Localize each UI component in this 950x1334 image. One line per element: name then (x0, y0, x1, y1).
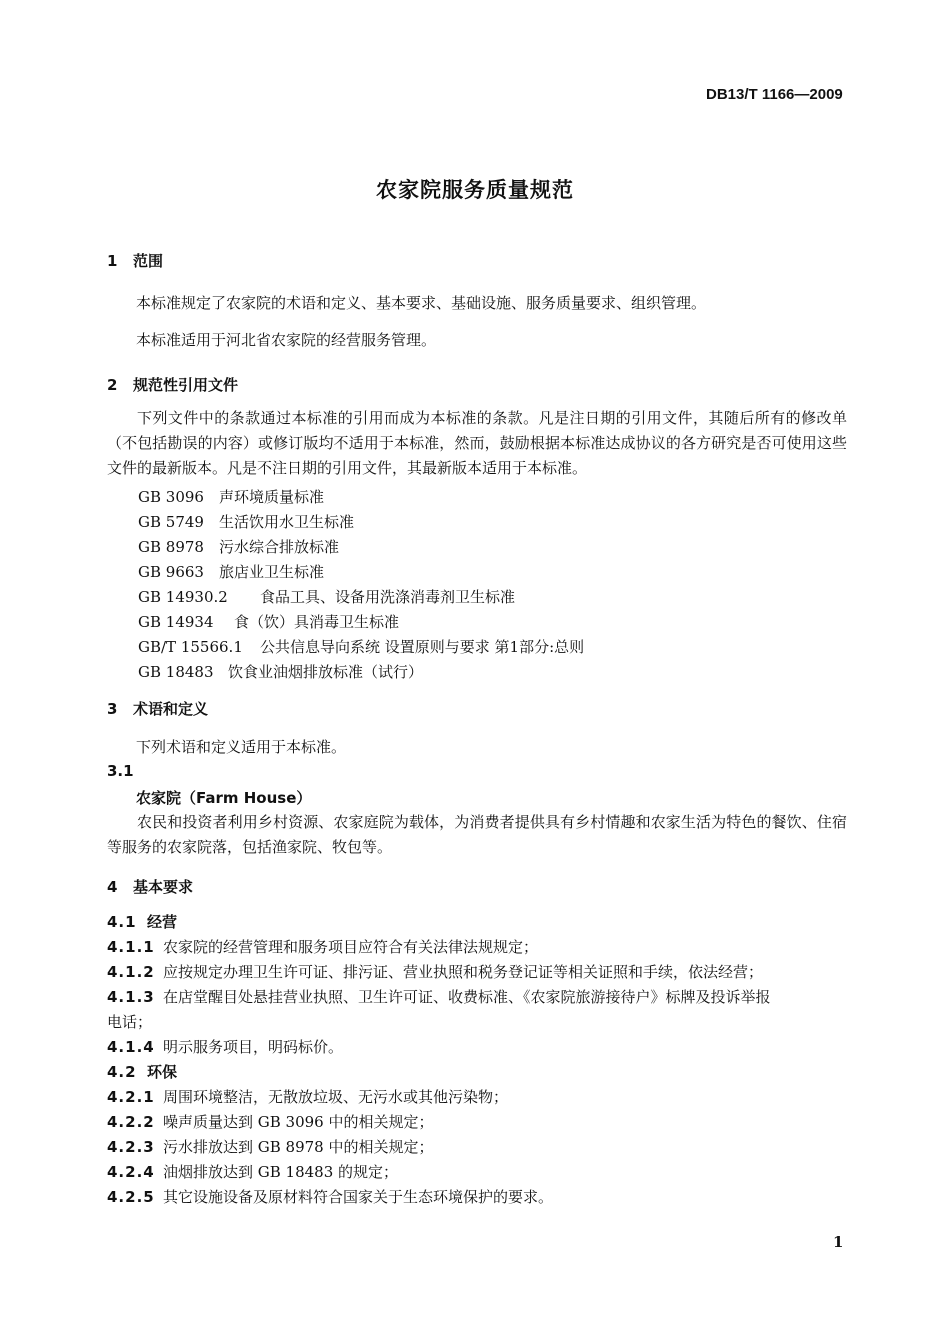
clause-continuation: 电话； (107, 1013, 153, 1031)
reference-title: 污水综合排放标准 (219, 538, 340, 556)
clause-text: 在店堂醒目处悬挂营业执照、卫生许可证、收费标准、《农家院旅游接待户》标牌及投诉举报 (163, 988, 771, 1006)
section-title: 基本要求 (133, 878, 194, 896)
subsection-4-1-heading (107, 911, 177, 932)
section-title: 规范性引用文件 (133, 376, 239, 394)
reference-code: GB/T 15566.1 (138, 638, 243, 656)
section-4-heading (107, 876, 193, 897)
clause-number: 4.2.5 (107, 1188, 155, 1206)
clause-item (107, 1036, 343, 1057)
clause-item (107, 936, 538, 957)
reference-title: 饮食业油烟排放标准（试行） (228, 663, 424, 681)
section-number: 3 (107, 700, 118, 718)
section-title: 术语和定义 (133, 700, 209, 718)
standard-code: DB13/T 1166—2009 (706, 86, 843, 103)
clause-item (107, 961, 763, 982)
section-1-paragraph-1: 本标准规定了农家院的术语和定义、基本要求、基础设施、服务质量要求、组织管理。 (136, 294, 707, 312)
reference-title: 食品工具、设备用洗涤消毒剂卫生标准 (260, 588, 516, 606)
section-number: 1 (107, 252, 118, 270)
reference-title: 食（饮）具消毒卫生标准 (234, 613, 400, 631)
section-1-heading (107, 250, 163, 271)
clause-item (107, 1111, 434, 1132)
clause-number: 4.1.3 (107, 988, 155, 1006)
section-3-heading (107, 698, 208, 719)
clause-number: 4.2.4 (107, 1163, 155, 1181)
subsection-title: 经营 (147, 913, 178, 931)
clause-number: 4.1.4 (107, 1038, 155, 1056)
reference-code: GB 8978 (138, 538, 204, 556)
reference-item (138, 661, 423, 682)
section-1-paragraph-2: 本标准适用于河北省农家院的经营服务管理。 (136, 331, 437, 349)
page-number: 1 (833, 1233, 844, 1251)
subsection-4-2-heading (107, 1061, 177, 1082)
clause-text: 其它设施设备及原材料符合国家关于生态环境保护的要求。 (163, 1188, 554, 1206)
reference-title: 旅店业卫生标准 (219, 563, 325, 581)
clause-text: 噪声质量达到 GB 3096 中的相关规定； (163, 1113, 434, 1131)
reference-code: GB 5749 (138, 513, 204, 531)
subsection-number: 4.1 (107, 913, 137, 931)
clause-text: 应按规定办理卫生许可证、排污证、营业执照和税务登记证等相关证照和手续，依法经营； (163, 963, 764, 981)
clause-text: 周围环境整洁，无散放垃圾、无污水或其他污染物； (163, 1088, 509, 1106)
reference-code: GB 18483 (138, 663, 214, 681)
document-title: 农家院服务质量规范 (376, 178, 574, 202)
reference-item (138, 611, 399, 632)
clause-number: 4.2.1 (107, 1088, 155, 1106)
reference-item (138, 561, 324, 582)
reference-item (138, 536, 339, 557)
reference-item (138, 511, 354, 532)
clause-item (107, 1086, 508, 1107)
reference-code: GB 9663 (138, 563, 204, 581)
term-name: 农家院（Farm House） (136, 789, 312, 807)
clause-text: 油烟排放达到 GB 18483 的规定； (163, 1163, 399, 1181)
clause-number: 4.1.2 (107, 963, 155, 981)
reference-title: 声环境质量标准 (219, 488, 325, 506)
subsection-title: 环保 (147, 1063, 178, 1081)
clause-item (107, 1161, 398, 1182)
term-number: 3.1 (107, 762, 134, 780)
section-2-heading (107, 374, 238, 395)
clause-item (107, 986, 771, 1007)
section-number: 4 (107, 878, 118, 896)
clause-number: 4.2.2 (107, 1113, 155, 1131)
reference-code: GB 14934 (138, 613, 214, 631)
clause-item (107, 1186, 553, 1207)
subsection-number: 4.2 (107, 1063, 137, 1081)
reference-item (138, 486, 324, 507)
section-number: 2 (107, 376, 118, 394)
section-2-paragraph: 下列文件中的条款通过本标准的引用而成为本标准的条款。凡是注日期的引用文件，其随后所有的修改单（不包括勘误的内容）或修订版均不适用于本标准，然而，鼓励根据本标准达成协议的各方研究是否可使用这些文件的最新版本。凡是不注日期的引用文件，其最新版本适用于本标准。 (107, 409, 847, 477)
clause-number: 4.2.3 (107, 1138, 155, 1156)
section-3-intro: 下列术语和定义适用于本标准。 (136, 738, 347, 756)
clause-number: 4.1.1 (107, 938, 155, 956)
reference-code: GB 3096 (138, 488, 204, 506)
section-title: 范围 (133, 252, 164, 270)
clause-item (107, 1136, 434, 1157)
reference-item (138, 636, 584, 657)
term-definition: 农民和投资者利用乡村资源、农家庭院为载体，为消费者提供具有乡村情趣和农家生活为特色的餐饮、住宿等服务的农家院落，包括渔家院、牧包等。 (107, 813, 847, 856)
reference-code: GB 14930.2 (138, 588, 228, 606)
reference-item (138, 586, 515, 607)
reference-title: 公共信息导向系统 设置原则与要求 第1部分:总则 (260, 638, 585, 656)
clause-text: 污水排放达到 GB 8978 中的相关规定； (163, 1138, 434, 1156)
clause-text: 农家院的经营管理和服务项目应符合有关法律法规规定； (163, 938, 539, 956)
reference-title: 生活饮用水卫生标准 (219, 513, 355, 531)
clause-text: 明示服务项目，明码标价。 (163, 1038, 344, 1056)
